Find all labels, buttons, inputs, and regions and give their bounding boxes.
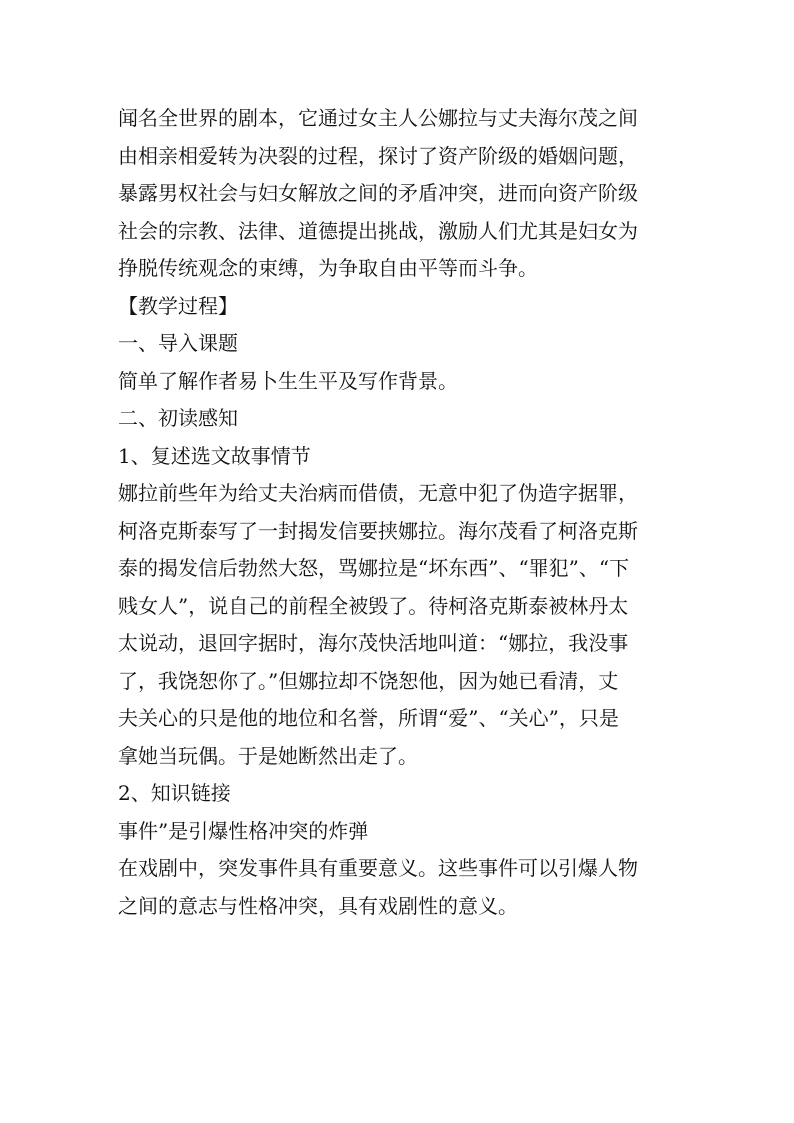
heading-first-reading: 二、初读感知: [118, 406, 238, 430]
text-line: 太说动，退回字据时，海尔茂快活地叫道：“娜拉，我没事: [118, 631, 629, 655]
text-line: 由相亲相爱转为决裂的过程，探讨了资产阶级的婚姻问题，: [118, 143, 638, 168]
section-heading-teaching-process: 【教学过程】: [118, 293, 238, 318]
text-line: 了，我饶恕你了。”但娜拉却不饶恕他，因为她已看清，丈: [118, 668, 619, 693]
text-line: 在戏剧中，突发事件具有重要意义。这些事件可以引爆人物: [118, 856, 638, 880]
text-line: 贱女人”，说自己的前程全被毁了。待柯洛克斯泰被林丹太: [118, 593, 629, 618]
text-line: 社会的宗教、法律、道德提出挑战，激励人们尤其是妇女为: [118, 218, 638, 243]
text-line: 泰的揭发信后勃然大怒，骂娜拉是“坏东西”、“罪犯”、“下: [118, 556, 630, 580]
heading-introduction: 一、导入课题: [118, 331, 238, 355]
text-line: 挣脱传统观念的束缚，为争取自由平等而斗争。: [118, 256, 538, 280]
subheading-knowledge-link: 2、知识链接: [118, 781, 231, 805]
text-line: 拿她当玩偶。于是她断然出走了。: [118, 743, 418, 768]
text-line: 柯洛克斯泰写了一封揭发信要挟娜拉。海尔茂看了柯洛克斯: [118, 518, 638, 543]
subheading-retell-plot: 1、复述选文故事情节: [118, 443, 311, 468]
text-line: 娜拉前些年为给丈夫治病而借债，无意中犯了伪造字据罪，: [118, 481, 638, 505]
text-line: 简单了解作者易卜生生平及写作背景。: [118, 368, 458, 393]
text-line: 事件”是引爆性格冲突的炸弹: [118, 818, 369, 843]
text-line: 之间的意志与性格冲突，具有戏剧性的意义。: [118, 893, 518, 918]
text-line: 夫关心的只是他的地位和名誉，所谓“爱”、“关心”，只是: [118, 706, 619, 730]
document-body: [118, 100, 678, 925]
text-line: 闻名全世界的剧本，它通过女主人公娜拉与丈夫海尔茂之间: [118, 106, 638, 130]
text-line: 暴露男权社会与妇女解放之间的矛盾冲突，进而向资产阶级: [118, 181, 638, 205]
